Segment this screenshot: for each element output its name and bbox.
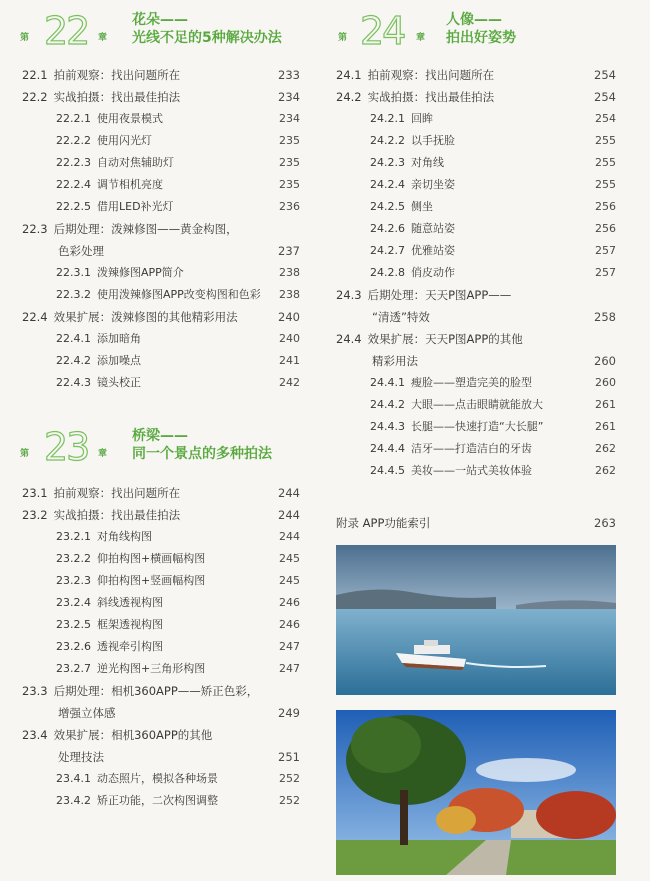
toc-entry-page: 244 [279, 530, 300, 543]
toc-entry-number: 24.2.8 [370, 266, 405, 279]
chapter-22-heading [0, 0, 310, 60]
toc-entry-page: 238 [279, 266, 300, 279]
toc-entry [336, 65, 616, 85]
toc-entry [372, 351, 616, 371]
toc-entry-title: 色彩处理 [58, 244, 104, 258]
toc-entry-page: 255 [595, 178, 616, 191]
toc-entry-label [56, 263, 184, 283]
toc-entry-title: 拍前观察：找出问题所在 [53, 68, 181, 82]
toc-entry [58, 703, 300, 723]
toc-entry-page: 262 [595, 442, 616, 455]
chapter-title-line-1: 人像—— [446, 12, 502, 28]
toc-entry [370, 461, 616, 481]
toc-entry [22, 65, 300, 85]
toc-entry-number: 23.1 [22, 486, 48, 500]
toc-entry-number: 24.2.3 [370, 156, 405, 169]
toc-entry-number: 24.2.7 [370, 244, 405, 257]
toc-entry-page: 249 [278, 706, 300, 720]
chapter-23-heading [0, 425, 310, 488]
toc-entry-label [56, 593, 163, 613]
toc-entry-title: 实战拍摄：找出最佳拍法 [53, 90, 181, 104]
toc-entry-title: 使用夜景模式 [97, 112, 163, 125]
toc-entry-label [370, 439, 532, 459]
toc-entry-page: 251 [278, 750, 300, 764]
toc-entry [370, 241, 616, 261]
toc-entry-label [56, 791, 218, 811]
toc-entry-number: 22.2.5 [56, 200, 91, 213]
toc-entry-title: 以手抚脸 [411, 134, 455, 147]
toc-entry-number: 23.2.2 [56, 552, 91, 565]
toc-entry-page: 241 [279, 354, 300, 367]
toc-entry-label [56, 197, 174, 217]
toc-entry-number: 23.2 [22, 508, 48, 522]
toc-entry [56, 571, 300, 591]
chapter-title-line-2: 拍出好姿势 [446, 30, 516, 46]
toc-entry-title: 俏皮动作 [411, 266, 455, 279]
chapter-suffix: 章 [98, 33, 108, 43]
toc-entry-label [58, 747, 104, 767]
toc-entry-page: 245 [279, 574, 300, 587]
toc-entry-number: 24.4 [336, 332, 362, 346]
toc-entry-number: 23.2.4 [56, 596, 91, 609]
toc-entry [336, 285, 616, 305]
toc-entry-number: 22.4.3 [56, 376, 91, 389]
toc-entry-title: 回眸 [411, 112, 433, 125]
chapter-number: 23 [44, 425, 89, 469]
toc-entry-number: 23.3 [22, 684, 48, 698]
toc-entry-label [56, 571, 205, 591]
toc-entry-page: 256 [595, 200, 616, 213]
toc-entry-page: 261 [595, 420, 616, 433]
chapter-title-line-1: 桥梁—— [132, 428, 188, 444]
toc-entry [370, 175, 616, 195]
toc-entry-page: 258 [594, 310, 616, 324]
toc-entry-page: 242 [279, 376, 300, 389]
toc-entry [56, 769, 300, 789]
toc-entry-label [370, 417, 543, 437]
toc-entry-title: 处理技法 [58, 750, 104, 764]
toc-entry-label [370, 109, 433, 129]
toc-entry-page: 261 [595, 398, 616, 411]
toc-entry-number: 24.4.4 [370, 442, 405, 455]
toc-entry-title: 亲切坐姿 [411, 178, 455, 191]
toc-entry-number: 22.4.1 [56, 332, 91, 345]
toc-entry-title: 随意站姿 [411, 222, 455, 235]
toc-entry-title: 效果扩展：相机360APP的其他 [53, 728, 213, 742]
toc-entry-label [56, 373, 141, 393]
toc-entry-page: 234 [278, 90, 300, 104]
toc-entry-number: 22.4.2 [56, 354, 91, 367]
toc-entry [58, 241, 300, 261]
toc-entry-title: 对角线构图 [97, 530, 152, 543]
toc-entry-page: 246 [279, 596, 300, 609]
toc-entry-label [370, 219, 455, 239]
toc-entry-label [22, 505, 180, 525]
toc-entry [370, 395, 616, 415]
toc-entry-page: 254 [594, 90, 616, 104]
toc-entry-number: 24.3 [336, 288, 362, 302]
toc-entry-label [370, 395, 543, 415]
toc-entry [56, 263, 300, 283]
toc-entry-label [336, 285, 511, 305]
toc-entry [56, 615, 300, 635]
toc-entry-label [58, 703, 116, 723]
toc-entry-label [56, 285, 261, 305]
toc-entry-label [372, 307, 430, 327]
toc-entry-label [370, 461, 532, 481]
toc-entry [370, 131, 616, 151]
toc-entry-title: 效果扩展：泼辣修图的其他精彩用法 [53, 310, 238, 324]
toc-entry-title: 美妆——一站式美妆体验 [411, 464, 532, 477]
toc-entry-label [22, 725, 212, 745]
toc-entry-label [370, 263, 455, 283]
toc-entry-title: 自动对焦辅助灯 [97, 156, 174, 169]
toc-entry-title: 斜线透视构图 [97, 596, 163, 609]
chapter-number: 22 [44, 9, 89, 53]
toc-entry-title: 调节相机亮度 [97, 178, 163, 191]
toc-entry-label [22, 65, 180, 85]
toc-entry-page: 255 [595, 134, 616, 147]
toc-entry-title: 效果扩展：天天P图APP的其他 [367, 332, 523, 346]
toc-entry-page: 240 [278, 310, 300, 324]
chapter-suffix: 章 [416, 33, 426, 43]
toc-entry-number: 22.2.4 [56, 178, 91, 191]
toc-entry-number: 23.4.1 [56, 772, 91, 785]
toc-entry-title: 使用泼辣修图APP改变构图和色彩 [97, 288, 261, 301]
toc-entry-title: 拍前观察：找出问题所在 [53, 486, 181, 500]
chapter-prefix: 第 [338, 33, 348, 43]
toc-entry-page: 254 [594, 68, 616, 82]
toc-entry-title: 精彩用法 [372, 354, 418, 368]
toc-entry-label [56, 659, 205, 679]
toc-entry [56, 637, 300, 657]
toc-entry [58, 747, 300, 767]
toc-entry-title: 瘦脸——塑造完美的脸型 [411, 376, 532, 389]
toc-entry-title: 仰拍构图+横画幅构图 [97, 552, 206, 565]
lake-ferry-photo [336, 545, 616, 695]
toc-entry-page: 236 [279, 200, 300, 213]
toc-entry-number: 22.1 [22, 68, 48, 82]
toc-entry-title: 优雅站姿 [411, 244, 455, 257]
toc-entry-page: 257 [595, 244, 616, 257]
toc-entry-number: 24.1 [336, 68, 362, 82]
toc-entry-title: 后期处理：天天P图APP—— [367, 288, 512, 302]
toc-entry [22, 87, 300, 107]
chapter-prefix: 第 [20, 449, 30, 459]
toc-entry-page: 247 [279, 662, 300, 675]
toc-entry-label [56, 329, 141, 349]
toc-entry-title: 添加噪点 [97, 354, 141, 367]
toc-entry-title: 借用LED补光灯 [97, 200, 174, 213]
appendix-page: 263 [594, 516, 616, 530]
toc-entry-title: 使用闪光灯 [97, 134, 152, 147]
toc-entry-number: 23.4 [22, 728, 48, 742]
toc-entry-title: 仰拍构图+竖画幅构图 [97, 574, 206, 587]
toc-entry-page: 252 [279, 772, 300, 785]
chapter-prefix: 第 [20, 33, 30, 43]
toc-entry-label [370, 131, 455, 151]
toc-entry-number: 22.4 [22, 310, 48, 324]
toc-entry-label [22, 87, 180, 107]
toc-entry-number: 24.4.5 [370, 464, 405, 477]
toc-entry-number: 24.2.5 [370, 200, 405, 213]
toc-entry-page: 238 [279, 288, 300, 301]
toc-entry-page: 252 [279, 794, 300, 807]
toc-entry-number: 23.4.2 [56, 794, 91, 807]
toc-entry-label [370, 175, 455, 195]
toc-entry-page: 254 [595, 112, 616, 125]
chapter-title-line-1: 花朵—— [132, 12, 188, 28]
toc-entry-page: 246 [279, 618, 300, 631]
toc-entry-title: 矫正功能，二次构图调整 [97, 794, 218, 807]
toc-entry [22, 725, 300, 745]
toc-entry-number: 24.2.6 [370, 222, 405, 235]
toc-entry [22, 505, 300, 525]
toc-entry-page: 237 [278, 244, 300, 258]
toc-entry-label [56, 109, 163, 129]
toc-entry-label [336, 329, 523, 349]
chapter-title-line-2: 同一个景点的多种拍法 [132, 446, 272, 462]
appendix-label: 附录 APP功能索引 [336, 516, 431, 530]
toc-entry-page: 234 [279, 112, 300, 125]
toc-entry [56, 109, 300, 129]
toc-entry-title: “清透”特效 [372, 310, 430, 324]
autumn-trees-photo [336, 710, 616, 875]
toc-entry-title: 洁牙——打造洁白的牙齿 [411, 442, 532, 455]
toc-entry-number: 24.2.1 [370, 112, 405, 125]
toc-entry [22, 483, 300, 503]
toc-entry [372, 307, 616, 327]
toc-entry-title: 实战拍摄：找出最佳拍法 [53, 508, 181, 522]
toc-entry-title: 添加暗角 [97, 332, 141, 345]
toc-entry-number: 22.3.1 [56, 266, 91, 279]
toc-entry-number: 24.4.3 [370, 420, 405, 433]
toc-entry-label [336, 65, 494, 85]
toc-entry-label [56, 549, 205, 569]
toc-entry-page: 235 [279, 134, 300, 147]
chapter-title-line-2: 光线不足的5种解决办法 [132, 30, 282, 46]
toc-entry-page: 244 [278, 508, 300, 522]
chapter-suffix: 章 [98, 449, 108, 459]
toc-entry [56, 549, 300, 569]
toc-entry-title: 逆光构图+三角形构图 [97, 662, 206, 675]
toc-entry-label [372, 351, 418, 371]
toc-entry-page: 233 [278, 68, 300, 82]
toc-entry-label [370, 241, 455, 261]
toc-entry-page: 235 [279, 156, 300, 169]
toc-entry-title: 增强立体感 [58, 706, 116, 720]
toc-entry-number: 23.2.1 [56, 530, 91, 543]
toc-entry [56, 197, 300, 217]
toc-entry-number: 23.2.5 [56, 618, 91, 631]
toc-entry-page: 235 [279, 178, 300, 191]
toc-entry [56, 153, 300, 173]
toc-entry [370, 197, 616, 217]
toc-entry-label [22, 483, 180, 503]
toc-entry [56, 175, 300, 195]
toc-entry-title: 框架透视构图 [97, 618, 163, 631]
toc-entry [370, 109, 616, 129]
toc-entry-page: 245 [279, 552, 300, 565]
toc-entry-label [58, 241, 104, 261]
toc-entry-number: 23.2.6 [56, 640, 91, 653]
toc-entry-number: 24.2.2 [370, 134, 405, 147]
toc-entry-page: 257 [595, 266, 616, 279]
toc-entry-label [56, 637, 163, 657]
toc-entry-label [56, 615, 163, 635]
toc-entry-title: 实战拍摄：找出最佳拍法 [367, 90, 495, 104]
toc-entry-title: 拍前观察：找出问题所在 [367, 68, 495, 82]
toc-entry-title: 后期处理：相机360APP——矫正色彩， [53, 684, 259, 698]
toc-entry [56, 659, 300, 679]
toc-entry-number: 22.3 [22, 222, 48, 236]
toc-entry-title: 大眼——点击眼睛就能放大 [411, 398, 543, 411]
toc-entry-number: 22.2.3 [56, 156, 91, 169]
toc-entry-label [56, 131, 152, 151]
toc-entry-title: 动态照片，模拟各种场景 [97, 772, 218, 785]
toc-entry [56, 791, 300, 811]
toc-entry [22, 307, 300, 327]
toc-entry-title: 镜头校正 [97, 376, 141, 389]
toc-entry [56, 131, 300, 151]
toc-entry-number: 23.2.7 [56, 662, 91, 675]
toc-entry-number: 24.4.2 [370, 398, 405, 411]
toc-entry-page: 244 [278, 486, 300, 500]
toc-entry-number: 24.2.4 [370, 178, 405, 191]
toc-entry [370, 219, 616, 239]
toc-entry-number: 22.2 [22, 90, 48, 104]
toc-entry-label [56, 175, 163, 195]
toc-entry-page: 262 [595, 464, 616, 477]
toc-entry-number: 23.2.3 [56, 574, 91, 587]
toc-entry [56, 593, 300, 613]
toc-entry [370, 373, 616, 393]
toc-entry-number: 22.2.2 [56, 134, 91, 147]
toc-entry [22, 219, 300, 239]
toc-entry-title: 透视牵引构图 [97, 640, 163, 653]
toc-entry-page: 240 [279, 332, 300, 345]
toc-entry-number: 24.2 [336, 90, 362, 104]
toc-entry-title: 长腿——快速打造“大长腿” [411, 420, 544, 433]
toc-entry [370, 153, 616, 173]
toc-entry-label [370, 153, 444, 173]
toc-entry-page: 255 [595, 156, 616, 169]
toc-entry [336, 87, 616, 107]
toc-entry-label [336, 87, 494, 107]
toc-entry-label [56, 769, 218, 789]
toc-entry-label [370, 197, 433, 217]
toc-entry-label [370, 373, 532, 393]
toc-entry [56, 527, 300, 547]
toc-entry-page: 260 [595, 376, 616, 389]
toc-entry-title: 泼辣修图APP简介 [97, 266, 184, 279]
toc-entry-page: 256 [595, 222, 616, 235]
toc-entry-page: 260 [594, 354, 616, 368]
toc-entry-title: 对角线 [411, 156, 444, 169]
toc-entry [370, 417, 616, 437]
toc-entry-label [22, 307, 238, 327]
toc-entry [56, 373, 300, 393]
toc-entry [56, 285, 300, 305]
toc-entry [22, 681, 300, 701]
toc-entry [370, 263, 616, 283]
toc-entry [370, 439, 616, 459]
toc-entry-number: 24.4.1 [370, 376, 405, 389]
toc-entry-label [56, 153, 174, 173]
toc-entry-label [22, 219, 238, 239]
toc-entry-page: 247 [279, 640, 300, 653]
toc-entry-label [22, 681, 258, 701]
toc-entry [336, 329, 616, 349]
toc-entry [56, 329, 300, 349]
appendix-entry [336, 513, 616, 533]
toc-entry-title: 侧坐 [411, 200, 433, 213]
toc-entry-label [56, 351, 141, 371]
toc-entry-title: 后期处理：泼辣修图——黄金构图， [53, 222, 238, 236]
chapter-24-heading [330, 0, 650, 60]
toc-entry [56, 351, 300, 371]
toc-entry-number: 22.3.2 [56, 288, 91, 301]
toc-entry-label [56, 527, 152, 547]
chapter-number: 24 [360, 9, 405, 53]
toc-entry-number: 22.2.1 [56, 112, 91, 125]
